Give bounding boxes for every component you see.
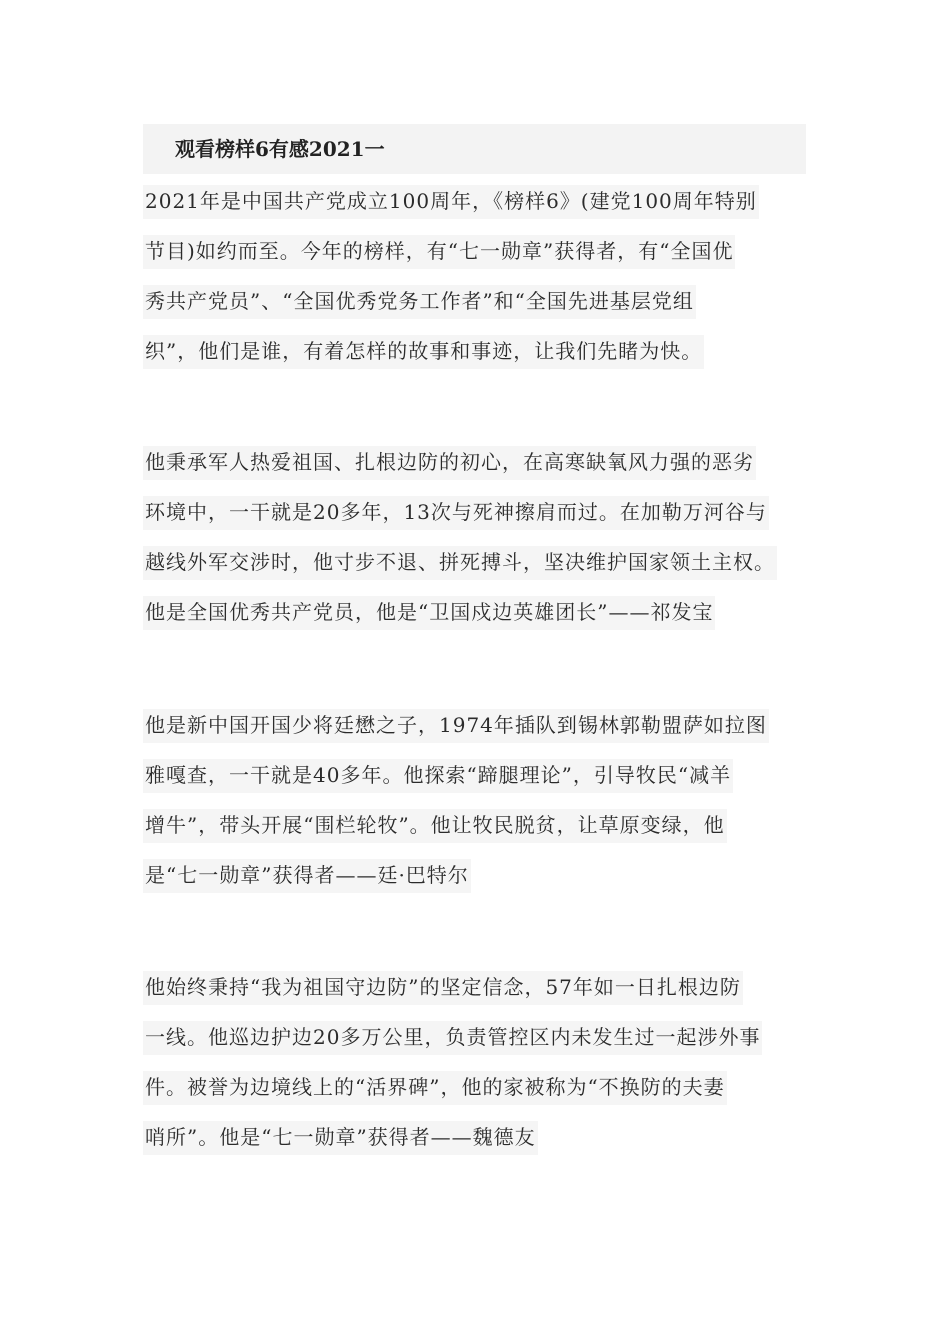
title-bar: [143, 124, 806, 174]
paragraph-line: 一线。他巡边护边20多万公里，负责管控区内未发生过一起涉外事: [143, 1012, 762, 1062]
paragraph-line: 雅嘎查，一干就是40多年。他探索“蹄腿理论”，引导牧民“减羊: [143, 750, 769, 800]
paragraph-line: 织”，他们是谁，有着怎样的故事和事迹，让我们先睹为快。: [143, 326, 759, 376]
paragraph-line: 秀共产党员”、“全国优秀党务工作者”和“全国先进基层党组: [143, 276, 759, 326]
paragraph-qi-fabao: [143, 437, 777, 637]
paragraph-line: 他是新中国开国少将廷懋之子，1974年插队到锡林郭勒盟萨如拉图: [143, 700, 769, 750]
paragraph-line: 越线外军交涉时，他寸步不退、拼死搏斗，坚决维护国家领土主权。: [143, 537, 777, 587]
paragraph-line: 他秉承军人热爱祖国、扎根边防的初心，在高寒缺氧风力强的恶劣: [143, 437, 777, 487]
paragraph-line: 2021年是中国共产党成立100周年，《榜样6》(建党100周年特别: [143, 176, 759, 226]
paragraph-line: 是“七一勋章”获得者——廷·巴特尔: [143, 850, 769, 900]
paragraph-line: 环境中，一干就是20多年，13次与死神擦肩而过。在加勒万河谷与: [143, 487, 777, 537]
paragraph-line: 他是全国优秀共产党员，他是“卫国戍边英雄团长”——祁发宝: [143, 587, 777, 637]
paragraph-line: 增牛”，带头开展“围栏轮牧”。他让牧民脱贫，让草原变绿，他: [143, 800, 769, 850]
paragraph-intro: [143, 176, 759, 376]
paragraph-wei-deyou: [143, 962, 762, 1162]
document-title: 观看榜样6有感2021一: [175, 137, 385, 161]
paragraph-line: 他始终秉持“我为祖国守边防”的坚定信念，57年如一日扎根边防: [143, 962, 762, 1012]
paragraph-line: 节目)如约而至。今年的榜样，有“七一勋章”获得者，有“全国优: [143, 226, 759, 276]
paragraph-ting-bateer: [143, 700, 769, 900]
paragraph-line: 件。被誉为边境线上的“活界碑”，他的家被称为“不换防的夫妻: [143, 1062, 762, 1112]
paragraph-line: 哨所”。他是“七一勋章”获得者——魏德友: [143, 1112, 762, 1162]
